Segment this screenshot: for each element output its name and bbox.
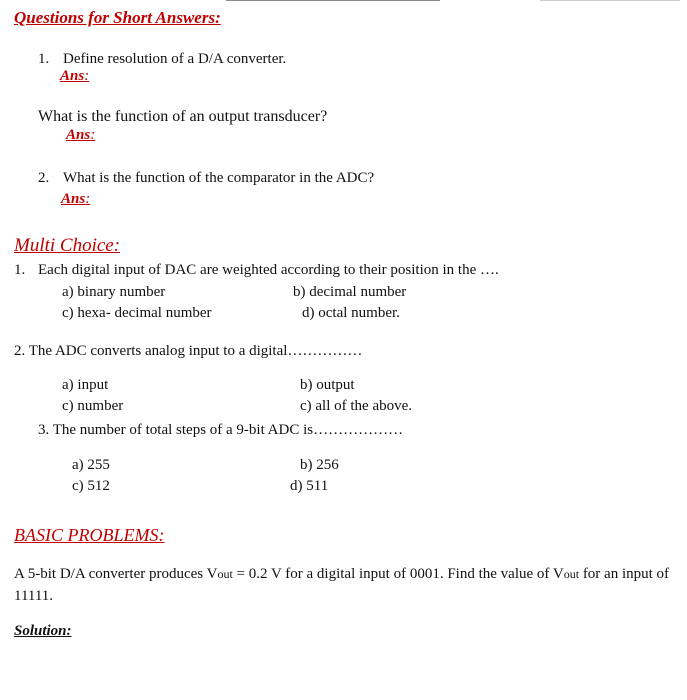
sa-q1-number: 1.	[38, 51, 50, 67]
mc-q3-text: 3. The number of total steps of a 9-bit ADC is………………	[38, 422, 404, 438]
solution-label: Solution:	[14, 623, 72, 639]
mc-q1-option-b: b) decimal number	[293, 284, 407, 300]
vout-subscript-1: out	[217, 567, 233, 581]
vout-subscript-2: out	[563, 567, 580, 581]
mc-q3-option-a: a) 255	[72, 457, 110, 473]
sa-q1-answer-label: Ans:	[60, 68, 90, 84]
mc-q3-option-b: b) 256	[300, 457, 339, 473]
mc-q2-option-d: c) all of the above.	[300, 398, 413, 414]
short-answers-heading: Questions for Short Answers:	[14, 8, 221, 27]
sa-q2-number: 2.	[38, 170, 50, 186]
sa-q2-text: What is the function of the comparator in the ADC?	[63, 170, 375, 186]
mc-q1-option-c: c) hexa- decimal number	[62, 305, 212, 321]
top-divider-left	[226, 0, 440, 1]
mc-q1-text: Each digital input of DAC are weighted according to their position in the ….	[38, 262, 499, 278]
multi-choice-heading: Multi Choice:	[14, 235, 121, 256]
mc-q3-option-c: c) 512	[72, 478, 110, 494]
mc-q2-text: 2. The ADC converts analog input to a digital……………	[14, 343, 363, 359]
mc-q1-number: 1.	[14, 262, 26, 278]
sa-q2-answer-label: Ans:	[61, 191, 91, 207]
sa-transducer-text: What is the function of an output transducer?	[38, 108, 328, 125]
sa-transducer-answer-label: Ans:	[66, 127, 96, 143]
mc-q2-option-c: c) number	[62, 398, 124, 414]
mc-q1-option-d: d) octal number.	[302, 305, 400, 321]
mc-q1-option-a: a) binary number	[62, 284, 166, 300]
mc-q3-option-d: d) 511	[290, 478, 329, 494]
basic-problem-text: A 5-bit D/A converter produces Vout = 0.2 V for a digital input of 0001. Find the value of Vout for an input of 11111.	[14, 566, 670, 604]
top-divider-right	[540, 0, 680, 1]
sa-q1-text: Define resolution of a D/A converter.	[63, 51, 287, 67]
basic-problems-heading: BASIC PROBLEMS:	[14, 525, 165, 545]
mc-q2-option-b: b) output	[300, 377, 355, 393]
mc-q2-option-a: a) input	[62, 377, 109, 393]
